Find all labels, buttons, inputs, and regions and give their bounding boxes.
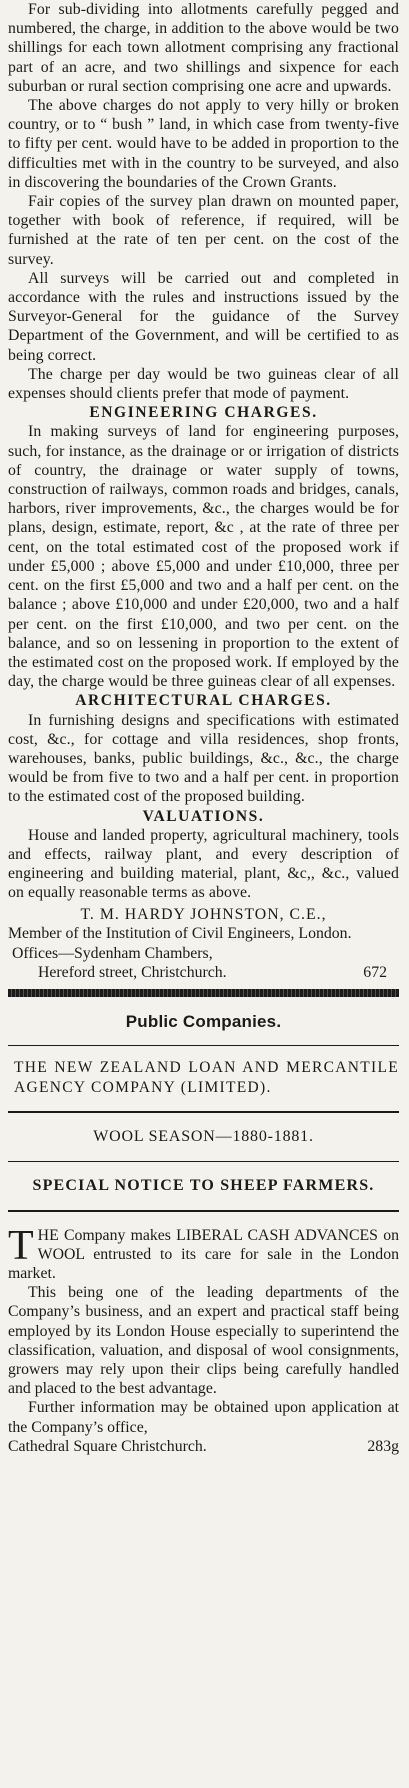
section-title: Public Companies.: [125, 1011, 282, 1031]
signature-membership: Member of the Institution of Civil Engineers, London.: [8, 925, 352, 943]
signature-street: Hereford street, Christchurch.: [38, 964, 227, 982]
notice-second-paragraph: This being one of the leading departments of the Company’s business, and an expert and practical staff being employed by its London House especially to superintend the classification, valuation, and disposal of wool consignments, growers may rely upon their clips being carefully handled and placed to the best advantage.: [8, 1284, 399, 1398]
thin-divider: [8, 1111, 399, 1113]
drop-cap: T: [8, 1222, 34, 1269]
paragraph-hilly-country: The above charges do not apply to very hilly or broken country, or to “ bush ” land, in which case from twenty-five to fifty per cent. would have to be added in proportion to the difficulties met with in the country to be surveyed, and also in discovering the boundaries of the Crown Grants.: [8, 97, 399, 191]
heavy-divider: [8, 989, 399, 997]
notice-address: Cathedral Square Christchurch.: [8, 1437, 207, 1455]
signature-block: [8, 905, 399, 983]
notice-title: SPECIAL NOTICE TO SHEEP FARMERS.: [32, 1177, 375, 1195]
architectural-heading: ARCHITECTURAL CHARGES.: [75, 692, 332, 710]
thin-divider: [8, 1161, 399, 1163]
architectural-text: In furnishing designs and specifications with estimated cost, &c., for cottage and villa residences, shop fronts, warehouses, banks, public buildings, &c., &c., the charge would be from five to two and a half per cent. in proportion to the estimated cost of the proposed building.: [8, 711, 399, 806]
notice-body: [8, 1222, 399, 1456]
engineering-heading: ENGINEERING CHARGES.: [89, 404, 318, 422]
valuations-heading: VALUATIONS.: [142, 807, 265, 825]
notice-first-text: HE Company makes LIBERAL CASH ADVANCES on WOOL entrusted to its care for sale in the London market.: [8, 1226, 399, 1282]
paragraph-fair-copies: Fair copies of the survey plan drawn on mounted paper, together with book of reference, if required, will be furnished at the rate of ten per cent. on the cost of the survey.: [8, 193, 399, 268]
paragraph-surveys-completed: All surveys will be carried out and completed in accordance with the rules and instructions issued by the Surveyor-General for the guidance of the Survey Department of the Government, and will be certified to as being correct.: [8, 269, 399, 364]
thin-divider: [8, 1045, 399, 1047]
signature-offices: Offices—Sydenham Chambers,: [12, 944, 213, 962]
notice-ref-number: 283g: [367, 1437, 399, 1455]
signature-address-line: [8, 963, 399, 983]
thin-divider: [8, 1210, 399, 1212]
company-name: THE NEW ZEALAND LOAN AND MERCANTILE AGENCY COMPANY (LIMITED).: [14, 1059, 399, 1096]
paragraph-charge-per-day: The charge per day would be two guineas clear of all expenses should clients prefer that mode of payment.: [8, 365, 399, 403]
surveying-charges-section: [8, 0, 399, 403]
signature-name: T. M. HARDY JOHNSTON, C.E.,: [80, 905, 327, 923]
engineering-text: In making surveys of land for engineering purposes, such, for instance, as the drainage or or irrigation of districts of country, the drainage or water supply of towns, construction of railways, common roads and bridges, canals, harbors, river improvements, &c., the charges would be for plans, design, estimate, report, &c , at the rate of three per cent, on the total estimated cost of the proposed work if under £5,000 ; above £5,000 and under £10,000, three per cent. on the first £5,000 and two and a half per cent. on the balance ; above £10,000 and under £20,000, two and a half per cent. on the first £10,000, and two per cent. on the balance, and so on lessening in proportion to the extent of the estimated cost on the proposed work. If employed by the day, the charge would be three guineas clear of all expenses.: [8, 423, 399, 691]
paragraph-subdividing: For sub-dividing into allotments carefully pegged and numbered, the charge, in addition to the above would be two shillings for each town allotment comprising any fractional part of an acre, and two shillings and sixpence for each suburban or rural section comprising one acre and upwards.: [8, 1, 399, 95]
notice-third-paragraph: Further information may be obtained upon application at the Company’s office,: [8, 1399, 399, 1436]
wool-season-title: WOOL SEASON—1880-1881.: [93, 1127, 314, 1145]
notice-address-line: [8, 1437, 399, 1456]
valuations-text: House and landed property, agricultural machinery, tools and effects, railway plant, and every description of engineering and building material, plant, &c,, &c., valued on equally reasonable terms as above.: [8, 826, 399, 902]
signature-ref-number: 672: [363, 964, 387, 982]
notice-first-paragraph: [8, 1222, 399, 1284]
